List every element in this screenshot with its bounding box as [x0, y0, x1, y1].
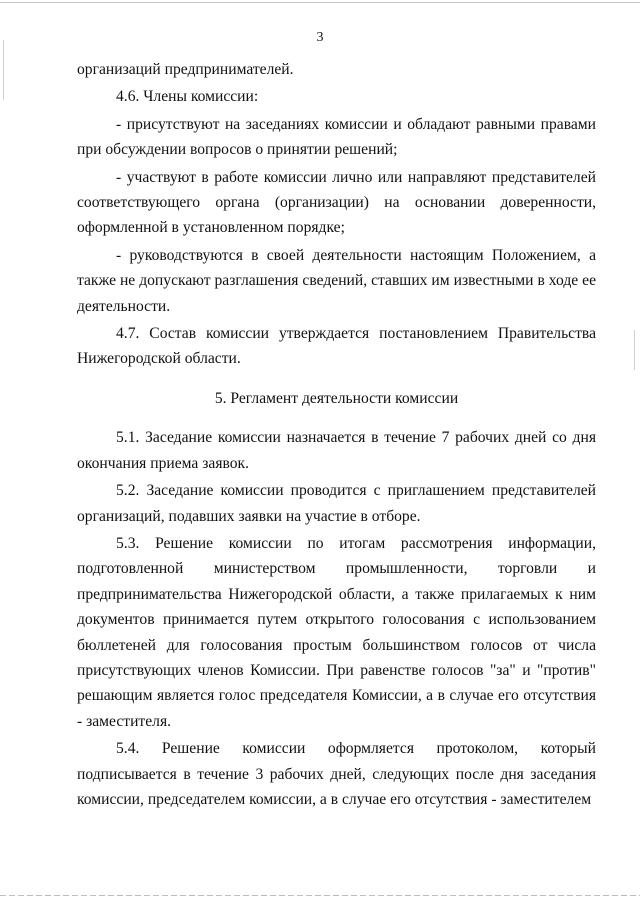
- scan-edge-bottom: [0, 895, 640, 896]
- paragraph-5-3: 5.3. Решение комиссии по итогам рассмотрения информации, подготовленной министерством промышленности, торговли и предпринимательства Нижегородской области, а также прилагаемых к ним документов принимается путем открытого голосования с использованием бюллетеней для голосования простым большинством голосов от числа присутствующих членов Комиссии. При равенстве голосов "за" и "против" решающим является голос председателя Комиссии, а в случае его отсутствия - заместителя.: [77, 534, 596, 730]
- list-item-attend: - присутствуют на заседаниях комиссии и обладают равными правами при обсуждении вопросов о принятии решений;: [77, 115, 596, 159]
- page-number: 3: [316, 30, 324, 45]
- scan-edge-mark-right: [634, 330, 635, 370]
- scan-edge-top: [0, 2, 640, 3]
- paragraph-4-7: 4.7. Состав комиссии утверждается постановлением Правительства Нижегородской области.: [77, 325, 596, 368]
- paragraph-5-4: 5.4. Решение комиссии оформляется протоколом, который подписывается в течение 3 рабочих дней, следующих после дня заседания комиссии, председателем комиссии, а в случае его отсутствия - заместителем: [77, 740, 596, 808]
- section-heading: 5. Регламент деятельности комиссии: [214, 389, 459, 407]
- list-item-guided: - руководствуются в своей деятельности настоящим Положением, а также не допускают разглашения сведений, ставших им известными в ходе ее деятельности.: [77, 246, 596, 315]
- scan-edge-mark-left: [3, 40, 4, 100]
- paragraph-continuation: организаций предпринимателей.: [77, 61, 294, 78]
- paragraph-5-1: 5.1. Заседание комиссии назначается в течение 7 рабочих дней со дня окончания приема заявок.: [77, 429, 596, 472]
- body-text: [77, 57, 596, 812]
- paragraph-5-2: 5.2. Заседание комиссии проводится с приглашением представителей организаций, подавших заявки на участие в отборе.: [77, 482, 596, 525]
- list-item-participate: - участвуют в работе комиссии лично или направляют представителей соответствующего органа (организации) на основании доверенности, оформленной в установленном порядке;: [77, 168, 596, 237]
- paragraph-4-6: 4.6. Члены комиссии:: [116, 88, 259, 106]
